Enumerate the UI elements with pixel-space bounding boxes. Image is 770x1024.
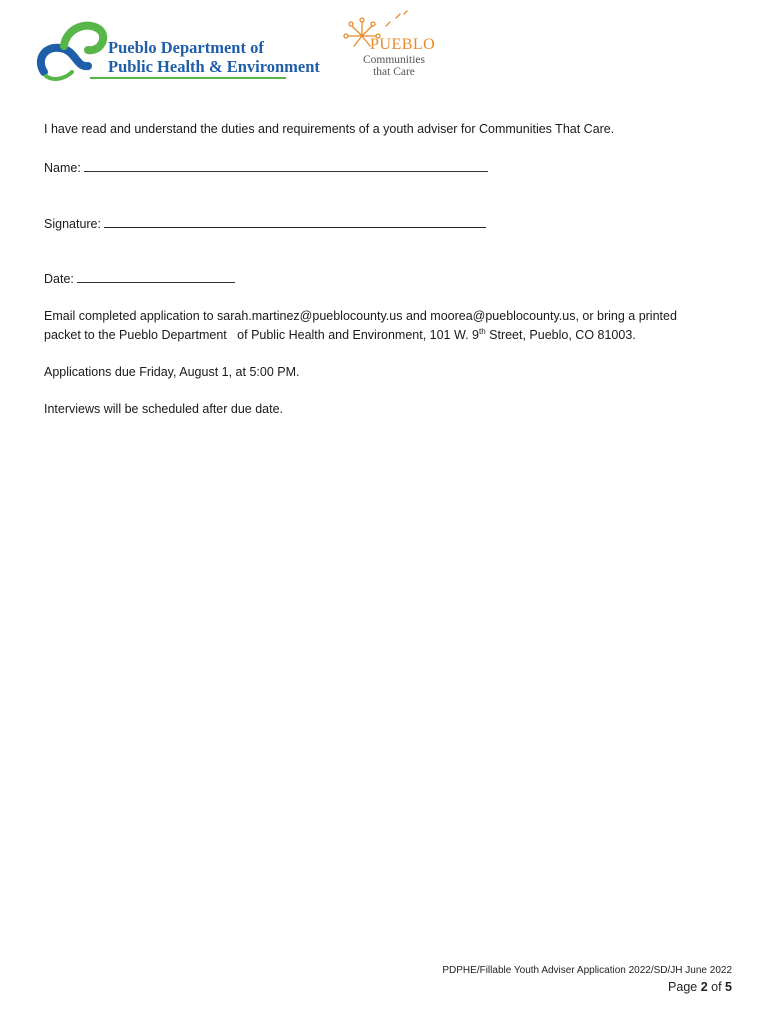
- page-of: of: [707, 980, 726, 994]
- signature-label: Signature:: [44, 217, 101, 231]
- pdphe-logo-line1: Pueblo Department of: [108, 38, 264, 57]
- pdphe-logo: [36, 16, 320, 86]
- date-label: Date:: [44, 272, 74, 286]
- email-instructions-line1: Email completed application to sarah.martinez@pueblocounty.us and moorea@pueblocounty.us, or bring a printed: [44, 309, 677, 323]
- pdphe-logo-underline: [90, 77, 286, 79]
- email-instructions-line2: [44, 327, 636, 342]
- ctc-logo-line2: that Care: [373, 65, 415, 78]
- footer-reference: PDPHE/Fillable Youth Adviser Application 2022/SD/JH June 2022: [442, 965, 732, 976]
- pdphe-swoosh-icon: [36, 16, 116, 86]
- address-text: packet to the Pueblo Department of Public Health and Environment, 101 W. 9: [44, 328, 479, 342]
- page-prefix: Page: [668, 980, 701, 994]
- due-date-text: Applications due Friday, August 1, at 5:00 PM.: [44, 365, 300, 379]
- page-number: [668, 980, 732, 994]
- ordinal-suffix: th: [478, 327, 486, 336]
- pdphe-logo-text: [108, 38, 320, 76]
- page-current: 2: [700, 980, 708, 994]
- signature-field-row: [44, 216, 486, 231]
- address-text-end: Street, Pueblo, CO 81003.: [485, 328, 636, 342]
- pdphe-logo-line2: Public Health & Environment: [108, 57, 320, 76]
- ctc-logo-tagline: [354, 55, 434, 78]
- acknowledgement-text: I have read and understand the duties and requirements of a youth adviser for Communities That Care.: [44, 122, 615, 136]
- page-total: 5: [725, 980, 732, 994]
- date-field-row: [44, 271, 235, 286]
- ctc-logo-line1: Communities: [363, 54, 425, 66]
- name-field-row: [44, 160, 488, 175]
- name-label: Name:: [44, 161, 81, 175]
- name-input-line[interactable]: [84, 160, 488, 172]
- ctc-logo-name: PUEBLO: [370, 36, 436, 53]
- ctc-logo: [340, 6, 440, 82]
- date-input-line[interactable]: [77, 271, 235, 283]
- interviews-text: Interviews will be scheduled after due date.: [44, 402, 284, 416]
- signature-input-line[interactable]: [104, 216, 486, 228]
